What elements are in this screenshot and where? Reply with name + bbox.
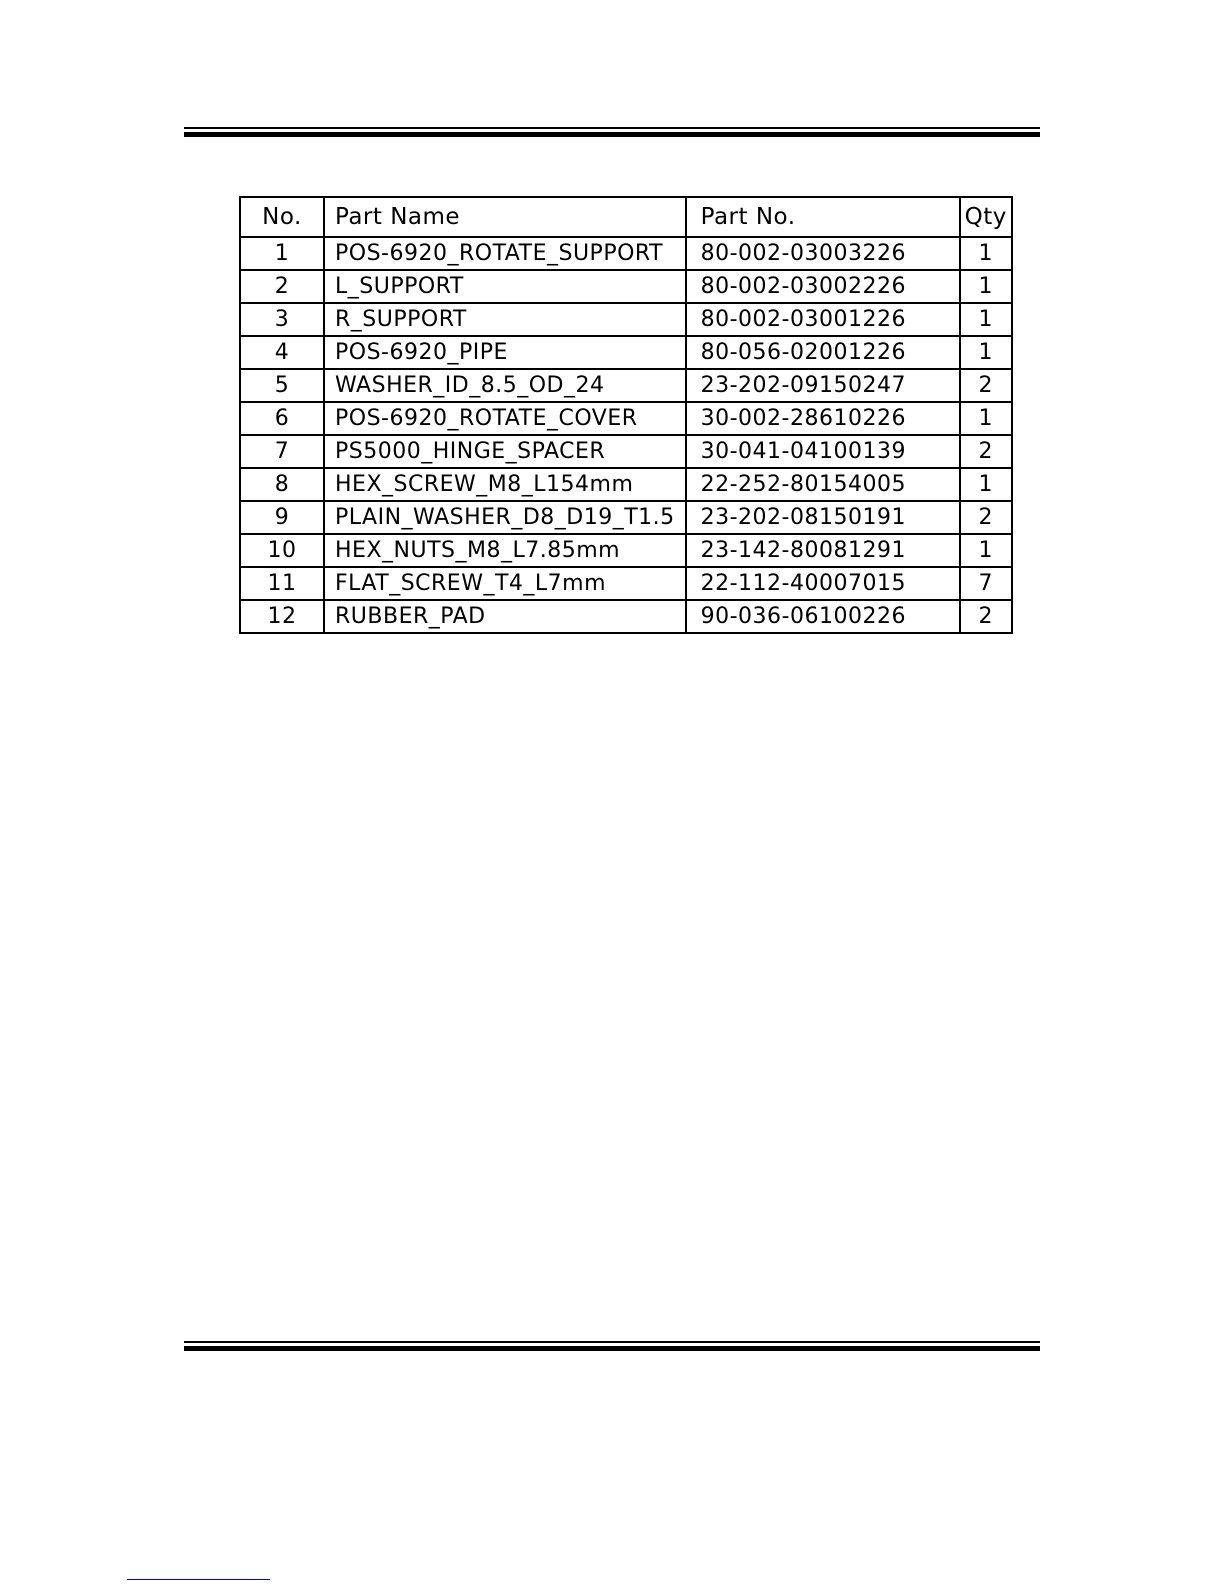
cell-part-name: WASHER_ID_8.5_OD_24 — [324, 369, 686, 402]
cell-part-name: L_SUPPORT — [324, 270, 686, 303]
cell-no: 1 — [240, 237, 324, 270]
cell-no: 2 — [240, 270, 324, 303]
table-row — [240, 237, 1012, 270]
cell-part-no: 90-036-06100226 — [686, 600, 960, 633]
footer-link-underline[interactable] — [127, 1579, 270, 1580]
cell-no: 10 — [240, 534, 324, 567]
cell-part-no: 80-002-03002226 — [686, 270, 960, 303]
table-row — [240, 435, 1012, 468]
parts-list-table — [239, 196, 1013, 634]
table-row — [240, 567, 1012, 600]
cell-part-name: HEX_SCREW_M8_L154mm — [324, 468, 686, 501]
cell-qty: 2 — [960, 435, 1012, 468]
cell-part-no: 22-252-80154005 — [686, 468, 960, 501]
table-row — [240, 534, 1012, 567]
cell-no: 4 — [240, 336, 324, 369]
cell-qty: 1 — [960, 270, 1012, 303]
table-row — [240, 270, 1012, 303]
cell-qty: 1 — [960, 402, 1012, 435]
cell-part-no: 80-002-03003226 — [686, 237, 960, 270]
column-header-part-no: Part No. — [686, 197, 960, 237]
cell-part-no: 80-002-03001226 — [686, 303, 960, 336]
cell-part-name: HEX_NUTS_M8_L7.85mm — [324, 534, 686, 567]
cell-part-name: FLAT_SCREW_T4_L7mm — [324, 567, 686, 600]
cell-qty: 1 — [960, 303, 1012, 336]
cell-no: 5 — [240, 369, 324, 402]
cell-part-name: RUBBER_PAD — [324, 600, 686, 633]
cell-qty: 1 — [960, 336, 1012, 369]
cell-qty: 2 — [960, 369, 1012, 402]
cell-no: 9 — [240, 501, 324, 534]
cell-no: 6 — [240, 402, 324, 435]
cell-part-no: 30-041-04100139 — [686, 435, 960, 468]
table-row — [240, 600, 1012, 633]
column-header-qty: Qty — [960, 197, 1012, 237]
cell-part-name: POS-6920_ROTATE_COVER — [324, 402, 686, 435]
cell-qty: 1 — [960, 468, 1012, 501]
cell-part-no: 80-056-02001226 — [686, 336, 960, 369]
column-header-part-name: Part Name — [324, 197, 686, 237]
table-row — [240, 501, 1012, 534]
cell-part-name: POS-6920_PIPE — [324, 336, 686, 369]
cell-no: 12 — [240, 600, 324, 633]
table-row — [240, 336, 1012, 369]
table-row — [240, 369, 1012, 402]
cell-part-no: 23-142-80081291 — [686, 534, 960, 567]
cell-qty: 1 — [960, 534, 1012, 567]
cell-part-no: 23-202-09150247 — [686, 369, 960, 402]
cell-no: 3 — [240, 303, 324, 336]
footer-rule — [184, 1341, 1040, 1351]
cell-qty: 7 — [960, 567, 1012, 600]
cell-part-no: 23-202-08150191 — [686, 501, 960, 534]
cell-part-name: PLAIN_WASHER_D8_D19_T1.5 — [324, 501, 686, 534]
header-rule — [184, 127, 1040, 137]
cell-qty: 2 — [960, 600, 1012, 633]
table-row — [240, 402, 1012, 435]
column-header-no: No. — [240, 197, 324, 237]
table-row — [240, 303, 1012, 336]
cell-qty: 1 — [960, 237, 1012, 270]
cell-part-name: R_SUPPORT — [324, 303, 686, 336]
cell-part-name: POS-6920_ROTATE_SUPPORT — [324, 237, 686, 270]
cell-no: 8 — [240, 468, 324, 501]
cell-qty: 2 — [960, 501, 1012, 534]
cell-no: 11 — [240, 567, 324, 600]
table-row — [240, 468, 1012, 501]
cell-part-no: 22-112-40007015 — [686, 567, 960, 600]
cell-part-name: PS5000_HINGE_SPACER — [324, 435, 686, 468]
table-header-row — [240, 197, 1012, 237]
cell-no: 7 — [240, 435, 324, 468]
cell-part-no: 30-002-28610226 — [686, 402, 960, 435]
